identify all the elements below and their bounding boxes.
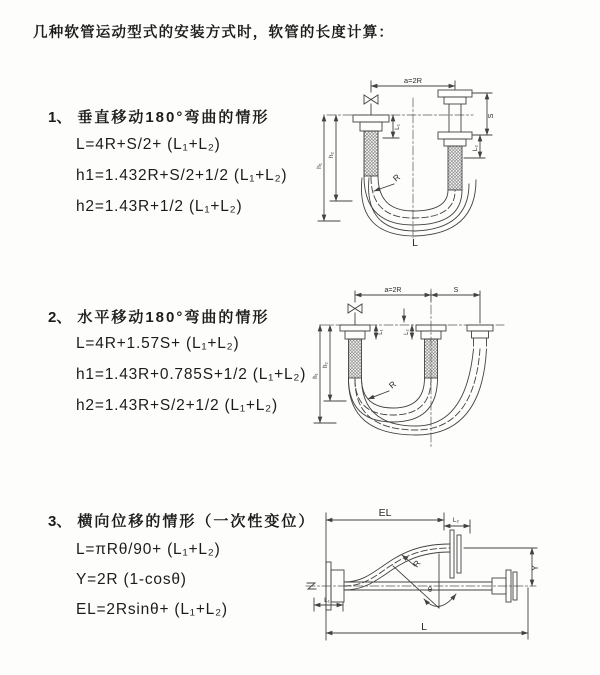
- dim-label-h2: h₂: [328, 151, 335, 159]
- dim-label-s: S: [453, 287, 459, 294]
- dim-label-l1: L₁: [324, 597, 330, 604]
- formula-s1-h1: h1=1.432R+S/2+1/2 (L₁+L₂): [76, 167, 288, 184]
- dim-label-l2: L₂: [452, 517, 460, 524]
- dim-label-r: R: [390, 171, 402, 184]
- right-pipe-assembly: [438, 90, 472, 190]
- left-pipe-assembly: [340, 325, 370, 378]
- leader-line-r: [368, 391, 389, 399]
- dim-label-r: R: [410, 558, 423, 570]
- formula-s1-L: L=4R+S/2+ (L₁+L₂): [76, 136, 221, 153]
- diagram-horizontal-180-bend: [296, 283, 566, 458]
- leader-line-r: [374, 184, 394, 191]
- section-2-heading-text: 水平移动180°弯曲的情形: [77, 309, 270, 326]
- formula-s3-L: L=πRθ/90+ (L₁+L₂): [76, 541, 221, 558]
- angle-arc: [424, 594, 456, 606]
- section-3-heading-text: 横向位移的情形（一次性变位）: [77, 513, 316, 530]
- diagram-vertical-180-bend: [303, 70, 553, 255]
- dim-label-el: EL: [378, 507, 392, 519]
- dim-label-y: Y: [531, 565, 540, 571]
- formula-s2-h1: h1=1.43R+0.785S+1/2 (L₁+L₂): [76, 366, 307, 383]
- section-3-heading: [48, 510, 315, 531]
- section-1-heading: [48, 106, 269, 127]
- valve-icon: [348, 304, 362, 313]
- dim-label-a2r: a=2R: [403, 76, 423, 85]
- angle-leg-diagonal: [393, 566, 439, 608]
- dim-label-r: R: [386, 378, 398, 391]
- dim-label-s: S: [486, 113, 495, 119]
- right-pipe-assembly: [467, 325, 493, 346]
- formula-s3-Y: Y=2R (1-cosθ): [76, 571, 187, 588]
- dim-label-l1: L₁: [394, 124, 401, 130]
- formula-s2-L: L=4R+1.57S+ (L₁+L₂): [76, 335, 240, 352]
- dim-label-h1: h₁: [316, 163, 323, 169]
- section-1-number: 1、: [48, 109, 72, 126]
- hose-s-curve: [344, 544, 450, 590]
- left-pipe-assembly: [353, 115, 389, 176]
- formula-s3-EL: EL=2Rsinθ+ (L₁+L₂): [76, 601, 228, 618]
- diagram-lateral-displacement: [296, 500, 586, 658]
- section-2-heading: [48, 306, 269, 327]
- dim-label-l2: L₂: [404, 329, 410, 335]
- section-3-number: 3、: [48, 513, 72, 530]
- dim-label-l: L: [412, 237, 418, 249]
- upper-flange: [450, 530, 461, 578]
- dim-label-a2r: a=2R: [384, 287, 402, 294]
- formula-s1-h2: h2=1.43R+1/2 (L₁+L₂): [76, 198, 243, 215]
- hose-u-curves: [348, 349, 486, 435]
- valve-icon: [364, 95, 378, 104]
- dim-label-l1: L₁: [378, 329, 384, 335]
- dim-label-h2: h₂: [323, 362, 329, 368]
- section-1-heading-text: 垂直移动180°弯曲的情形: [77, 109, 270, 126]
- formula-s2-h2: h2=1.43R+S/2+1/2 (L₁+L₂): [76, 397, 278, 414]
- dim-label-theta: θ: [427, 585, 433, 594]
- dim-label-h1: h₁: [313, 373, 319, 379]
- section-2-number: 2、: [48, 309, 72, 326]
- dim-label-l2: L₂: [472, 144, 479, 152]
- page-title: 几种软管运动型式的安装方式时，软管的长度计算：: [33, 25, 395, 41]
- dim-label-l: L: [421, 621, 427, 633]
